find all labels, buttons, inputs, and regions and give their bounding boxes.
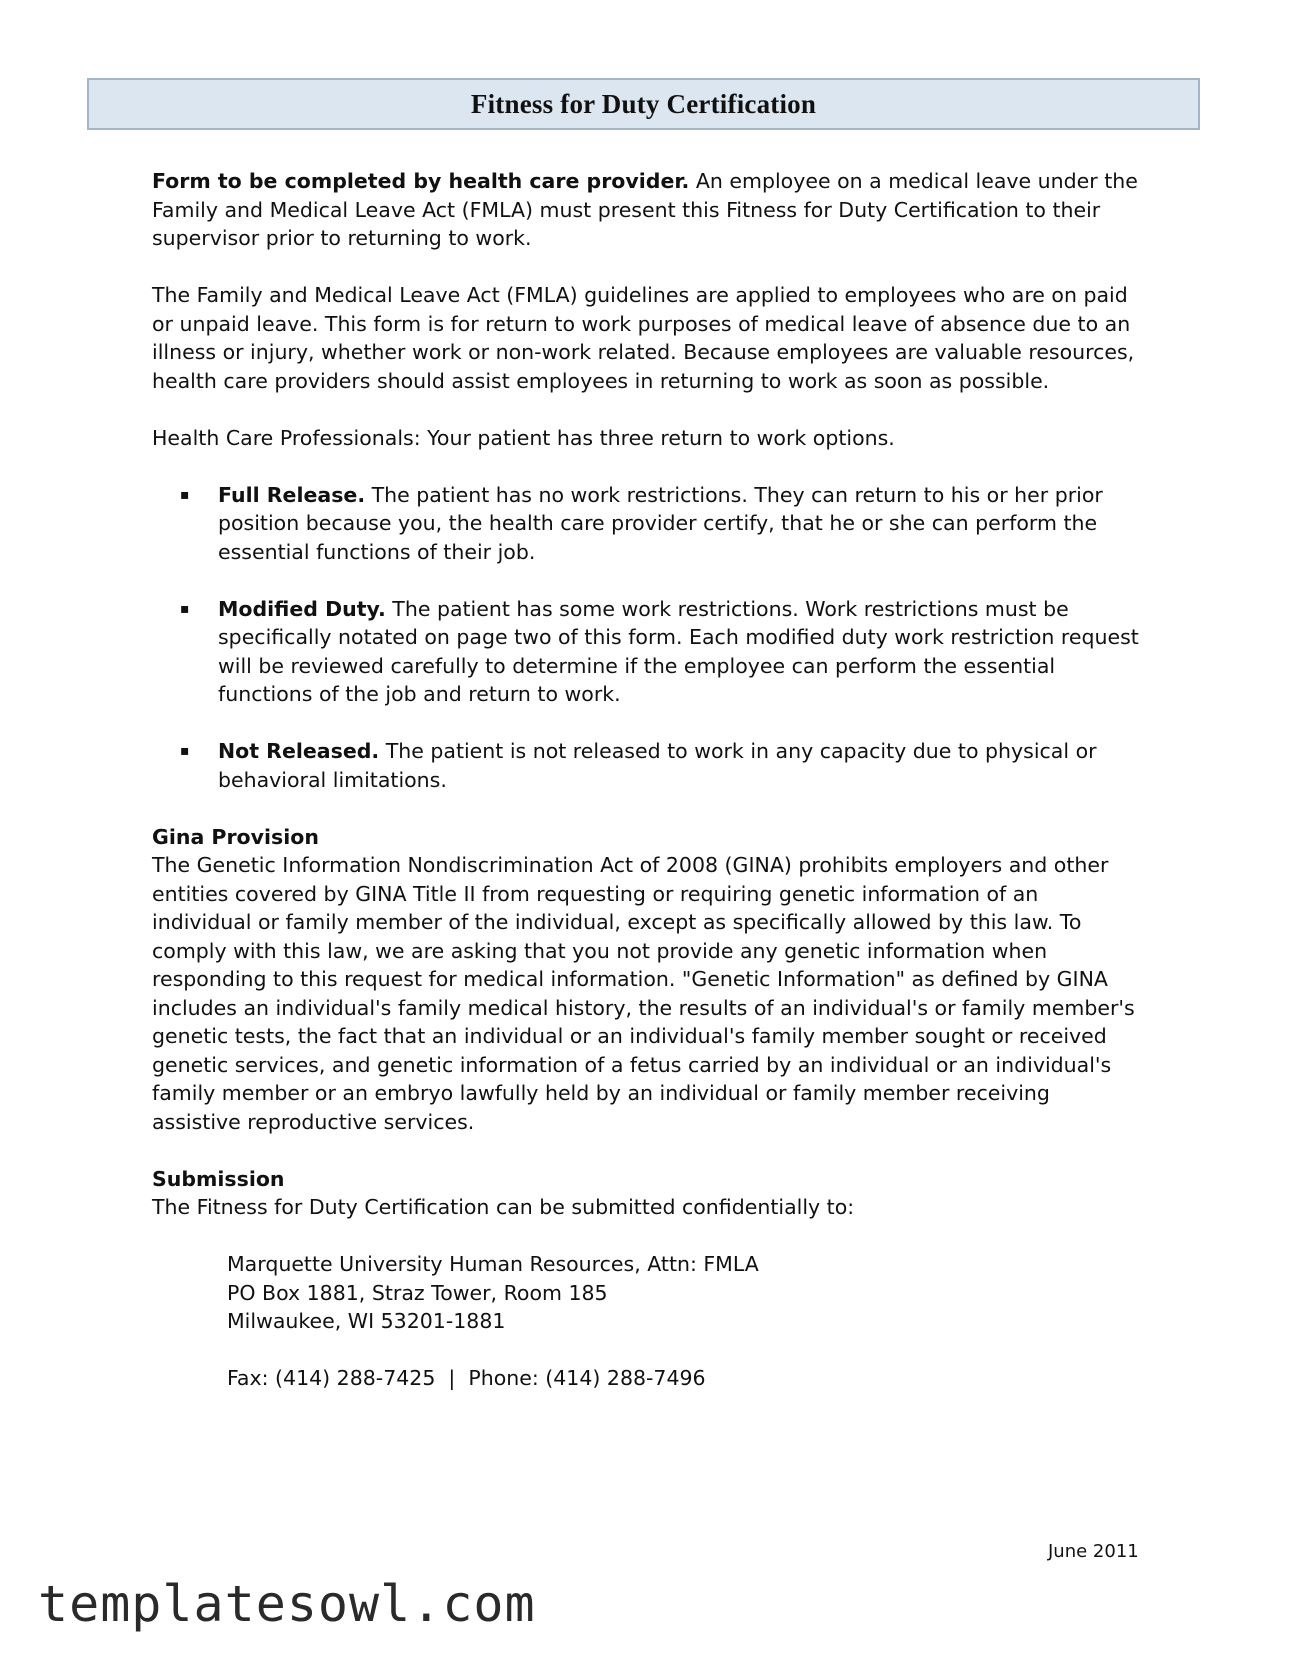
- option-text: The patient is not released to work in any capacity due to physical or behavioral limitations.: [218, 739, 1097, 792]
- option-text: The patient has some work restrictions. Work restrictions must be specifically notated on page two of this form. Each modified duty work restriction request will be reviewed carefully to determine if the employee can perform the essential functions of the job and return to work.: [218, 596, 1139, 706]
- option-label: Modified Duty.: [218, 596, 386, 621]
- address-line-3: Milwaukee, WI 53201-1881: [227, 1309, 506, 1333]
- submission-heading: Submission: [152, 1166, 285, 1191]
- return-options-list: [152, 481, 1142, 795]
- option-label: Full Release.: [218, 482, 366, 507]
- intro-paragraph: [152, 167, 1142, 253]
- page-title: Fitness for Duty Certification: [470, 88, 817, 119]
- gina-section: [152, 823, 1142, 1137]
- address-line-1: Marquette University Human Resources, Attn: FMLA: [227, 1252, 759, 1276]
- watermark-logo: templatesowl.com: [38, 1575, 536, 1633]
- option-label: Not Released.: [218, 739, 380, 763]
- form-body: [152, 167, 1142, 1421]
- option-full-release: [152, 481, 1142, 567]
- fmla-paragraph: The Family and Medical Leave Act (FMLA) guidelines are applied to employees who are on paid or unpaid leave. This form is for return to work purposes of medical leave of absence due to an illness or injury, whether work or non-work related. Because employees are valuable resources, health care providers should assist employees in returning to work as soon as possible.: [152, 283, 1135, 393]
- gina-text: The Genetic Information Nondiscrimination Act of 2008 (GINA) prohibits employers and other entities covered by GINA Title II from requesting or requiring genetic information of an individual or family member of the individual, except as specifically allowed by this law. To comply with this law, we are asking that you not provide any genetic information when responding to this request for medical information. "Genetic Information" as defined by GINA includes an individual's family medical history, the results of an individual's or family member's genetic tests, the fact that an individual or an individual's family member sought or received genetic services, and genetic information of a fetus carried by an individual or an individual's family member or an embryo lawfully held by an individual or family member receiving assistive reproductive services.: [152, 853, 1135, 1134]
- options-intro: Health Care Professionals: Your patient has three return to work options.: [152, 425, 895, 450]
- square-bullet-icon: ▪: [180, 600, 190, 617]
- title-banner: [87, 78, 1200, 130]
- submission-section: [152, 1165, 1142, 1222]
- intro-lead: Form to be completed by health care provider.: [152, 169, 690, 193]
- mailing-address: [152, 1250, 1142, 1336]
- submission-text: The Fitness for Duty Certification can be submitted confidentially to:: [152, 1195, 855, 1219]
- fax-phone-line: Fax: (414) 288-7425 | Phone: (414) 288-7496: [227, 1366, 706, 1390]
- option-not-released: [152, 737, 1142, 794]
- option-modified-duty: [152, 595, 1142, 709]
- square-bullet-icon: ▪: [180, 486, 190, 503]
- address-line-2: PO Box 1881, Straz Tower, Room 185: [227, 1280, 608, 1305]
- square-bullet-icon: ▪: [180, 743, 190, 759]
- intro-text: An employee on a medical leave under the Family and Medical Leave Act (FMLA) must present this Fitness for Duty Certification to their supervisor prior to returning to work.: [152, 169, 1138, 250]
- option-text: The patient has no work restrictions. They can return to his or her prior position because you, the health care provider certify, that he or she can perform the essential functions of their job.: [218, 482, 1103, 564]
- revision-date: June 2011: [1048, 1541, 1139, 1562]
- contact-info: [152, 1364, 1142, 1393]
- gina-heading: Gina Provision: [152, 824, 319, 849]
